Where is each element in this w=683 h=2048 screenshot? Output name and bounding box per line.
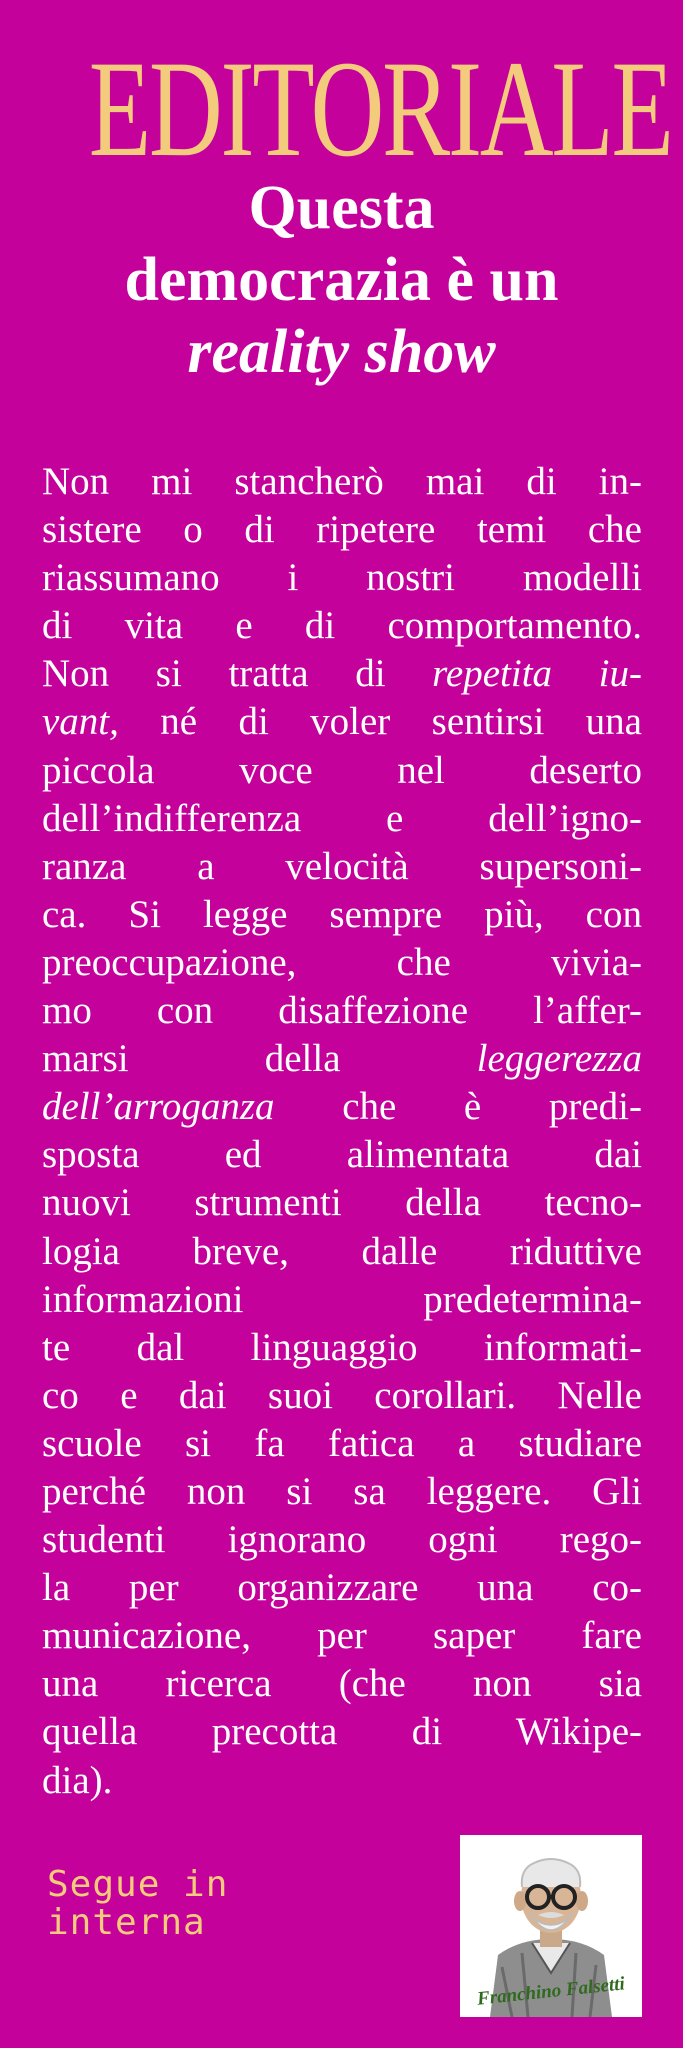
article-line-segment: una ricerca (che non sia <box>42 1662 642 1706</box>
article-line <box>42 891 642 939</box>
author-portrait <box>460 1835 642 2017</box>
article-line <box>42 602 642 650</box>
article-line <box>42 698 642 746</box>
article-line-segment: scuole si fa fatica a studiare <box>42 1421 642 1465</box>
article-line <box>42 747 642 795</box>
article-line-segment: informazioni predetermina- <box>42 1277 642 1321</box>
article-line <box>42 1324 642 1372</box>
article-line-segment: municazione, per saper fare <box>42 1614 642 1658</box>
article-line <box>42 554 642 602</box>
article-line <box>42 1372 642 1420</box>
article-line-segment: co e dai suoi corollari. Nelle <box>42 1373 642 1417</box>
article-line-segment: dell’indifferenza e dell’igno- <box>42 796 642 840</box>
article-line <box>42 795 642 843</box>
article-line-italic-segment: vant, <box>42 700 119 744</box>
article-line <box>42 1179 642 1227</box>
article-line <box>42 1276 642 1324</box>
article-line <box>42 458 642 506</box>
headline-line-1: Questa <box>248 174 435 242</box>
article-line-segment: ranza a velocità supersoni- <box>42 844 642 888</box>
article-line-segment: nuovi strumenti della tecno- <box>42 1181 642 1225</box>
article-line <box>42 843 642 891</box>
article-line-segment: piccola voce nel deserto <box>42 748 642 792</box>
article-line-italic-segment: leggerezza <box>476 1037 642 1081</box>
article-line-segment: Non mi stancherò mai di in- <box>42 460 642 503</box>
article-line-segment: preoccupazione, che vivia- <box>42 940 642 984</box>
article-line-segment: né di voler sentirsi una <box>118 700 642 744</box>
article-line <box>42 1468 642 1516</box>
article-line-segment: quella precotta di Wikipe- <box>42 1710 642 1754</box>
article-line-segment: studenti ignorano ogni rego- <box>42 1518 642 1562</box>
article-line-segment: sposta ed alimentata dai <box>42 1133 642 1177</box>
article-line-segment: Non si tratta di <box>42 652 433 696</box>
author-signature: Franchino Falsetti <box>476 1973 626 2010</box>
article-line-segment: riassumano i nostri modelli <box>42 556 642 600</box>
article-line-segment: te dal linguaggio informati- <box>42 1325 642 1369</box>
article-line-segment: mo con disaffezione l’affer- <box>42 989 642 1033</box>
article-line <box>42 1757 642 1805</box>
article-line-segment: logia breve, dalle riduttive <box>42 1229 642 1273</box>
article-line <box>42 1228 642 1276</box>
article-body <box>42 458 642 1805</box>
article-line-italic-segment: repetita iu- <box>432 652 642 696</box>
continue-note-line-2: interna <box>47 1902 206 1943</box>
article-line <box>42 1035 642 1083</box>
headline <box>20 172 663 388</box>
continue-note <box>47 1866 228 1942</box>
continue-note-line-1: Segue in <box>47 1864 229 1905</box>
article-line <box>42 1131 642 1179</box>
article-line <box>42 1516 642 1564</box>
article-line-segment: perché non si sa leggere. Gli <box>42 1469 642 1513</box>
article-line <box>42 1708 642 1756</box>
article-line <box>42 1083 642 1131</box>
section-kicker: EDITORIALE <box>88 32 672 185</box>
article-line-segment: ca. Si legge sempre più, con <box>42 892 642 936</box>
headline-line-3: reality show <box>187 318 496 386</box>
article-line <box>42 987 642 1035</box>
headline-line-2: democrazia è un <box>124 246 559 314</box>
article-line-segment: sistere o di ripetere temi che <box>42 508 642 552</box>
article-line-segment: di vita e di comportamento. <box>42 604 642 648</box>
article-line-segment: dia). <box>42 1758 113 1802</box>
article-line <box>42 939 642 987</box>
article-line-segment: che è predi- <box>274 1085 642 1129</box>
article-line-italic-segment: dell’arroganza <box>42 1085 275 1129</box>
article-line <box>42 1612 642 1660</box>
article-line <box>42 506 642 554</box>
article-line <box>42 650 642 698</box>
article-line-segment: marsi della <box>42 1037 477 1081</box>
article-line <box>42 1420 642 1468</box>
article-line <box>42 1660 642 1708</box>
article-line-segment: la per organizzare una co- <box>42 1566 642 1610</box>
article-line <box>42 1564 642 1612</box>
